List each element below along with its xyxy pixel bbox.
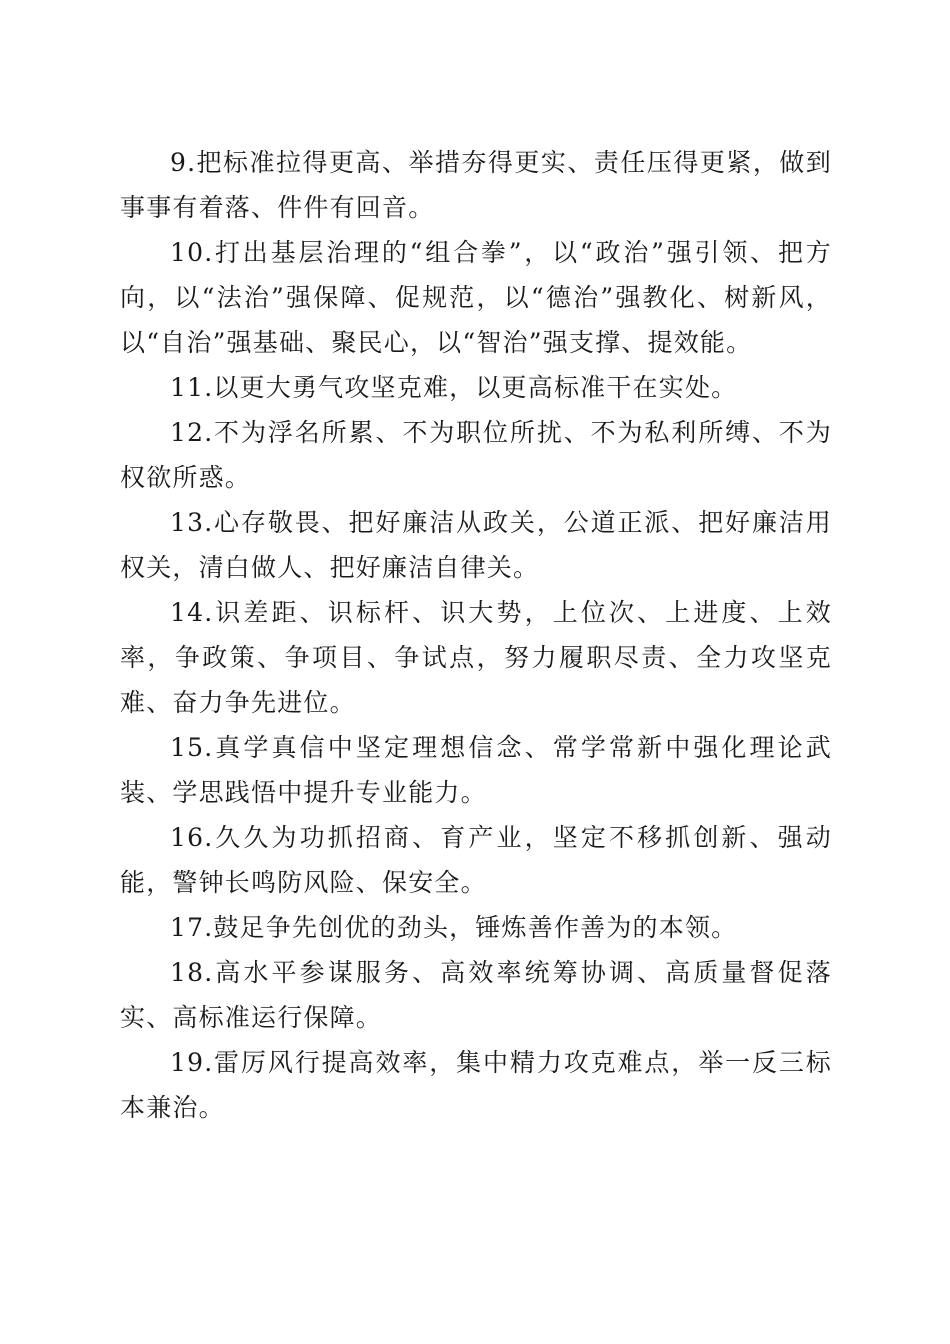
paragraph-16: 16.久久为功抓招商、育产业，坚定不移抓创新、强动能，警钟长鸣防风险、保安全。	[120, 823, 832, 897]
paragraph-13: 13.心存敬畏、把好廉洁从政关，公道正派、把好廉洁用权关，清白做人、把好廉洁自律关。	[120, 508, 832, 582]
paragraph-14: 14.识差距、识标杆、识大势，上位次、上进度、上效率，争政策、争项目、争试点，努力履职尽责、全力攻坚克难、奋力争先进位。	[120, 598, 832, 717]
paragraph-11: 11.以更大勇气攻坚克难，以更高标准干在实处。	[170, 373, 738, 402]
paragraph-9: 9.把标准拉得更高、举措夯得更实、责任压得更紧，做到事事有着落、件件有回音。	[120, 148, 832, 222]
paragraph-12: 12.不为浮名所累、不为职位所扰、不为私利所缚、不为权欲所惑。	[120, 418, 832, 492]
paragraph-17: 17.鼓足争先创优的劲头，锤炼善作善为的本领。	[170, 913, 738, 942]
document-body	[120, 140, 832, 1130]
paragraph-10: 10.打出基层治理的“组合拳”，以“政治”强引领、把方向，以“法治”强保障、促规范，以“德治”强教化、树新风，以“自治”强基础、聚民心，以“智治”强支撑、提效能。	[120, 238, 832, 357]
paragraph-18: 18.高水平参谋服务、高效率统筹协调、高质量督促落实、高标准运行保障。	[120, 958, 832, 1032]
paragraph-15: 15.真学真信中坚定理想信念、常学常新中强化理论武装、学思践悟中提升专业能力。	[120, 733, 832, 807]
paragraph-19: 19.雷厉风行提高效率，集中精力攻克难点，举一反三标本兼治。	[120, 1048, 832, 1122]
